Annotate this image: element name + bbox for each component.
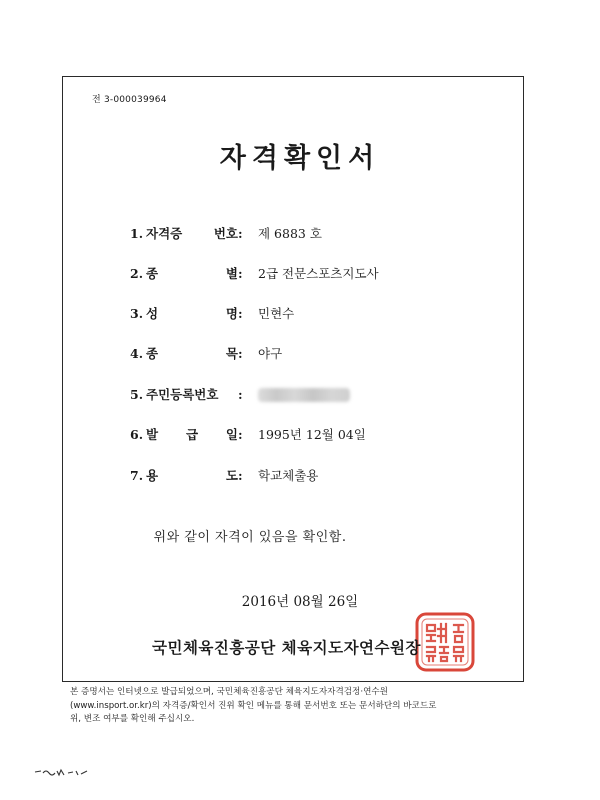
field-value-sport: 야구 [258,346,283,361]
field-row-issue-date: 6. 발 급 일: [130,427,243,442]
document-title: 자격확인서 [219,143,381,174]
field-value-purpose: 학교체출용 [258,468,319,483]
field-value-issue-date: 1995년 12월 04일 [258,427,366,442]
footer-line: 본 증명서는 인터넷으로 발급되었으며, 국민체육진흥공단 체육지도자자격검정·연수원 [70,687,388,697]
footer-notice [70,686,532,727]
footer-line: 위, 변조 여부를 확인해 주십시오. [70,714,195,724]
confirmation-statement: 위와 같이 자격이 있음을 확인함. [153,530,347,545]
handwritten-mark-icon [34,766,90,778]
issue-date: 2016년 08월 26일 [241,594,359,610]
field-number: 5. [130,387,144,402]
field-number: 3. [130,306,144,321]
field-number: 1. [130,226,144,241]
issuer-name: 국민체육진흥공단 체육지도자연수원장 [152,638,421,657]
field-value-name: 민현수 [258,306,295,321]
field-row-name: 3. 성 명: [130,306,243,321]
official-seal-icon [414,611,476,673]
field-number: 6. [130,427,144,442]
field-label: 종 목 [146,346,238,361]
field-value-certificate-number: 제 6883 호 [258,226,322,241]
document-number: 전 3-000039964 [92,95,167,105]
field-row-category: 2. 종 별: [130,266,243,281]
field-label: 발 급 일 [146,427,238,442]
field-row-sport: 4. 종 목: [130,346,243,361]
field-number: 7. [130,468,144,483]
field-label: 주민등록번호 [146,387,219,402]
footer-line: (www.insport.or.kr)의 자격증/확인서 진위 확인 메뉴를 통해 문서번호 또는 문서하단의 바코드로 [70,700,437,711]
redacted-resident-number [258,388,350,402]
field-number: 2. [130,266,144,281]
field-label: 자격증 번호 [146,226,238,241]
field-number: 4. [130,346,144,361]
field-label: 용 도 [146,468,238,483]
field-row-resident-number: 5. 주민등록번호 : [130,387,243,402]
field-label: 성 명 [146,306,238,321]
field-row-purpose: 7. 용 도: [130,468,243,483]
field-row-certificate-number: 1. 자격증 번호: [130,226,243,241]
field-value-category: 2급 전문스포츠지도사 [258,266,379,281]
field-label: 종 별 [146,266,238,281]
